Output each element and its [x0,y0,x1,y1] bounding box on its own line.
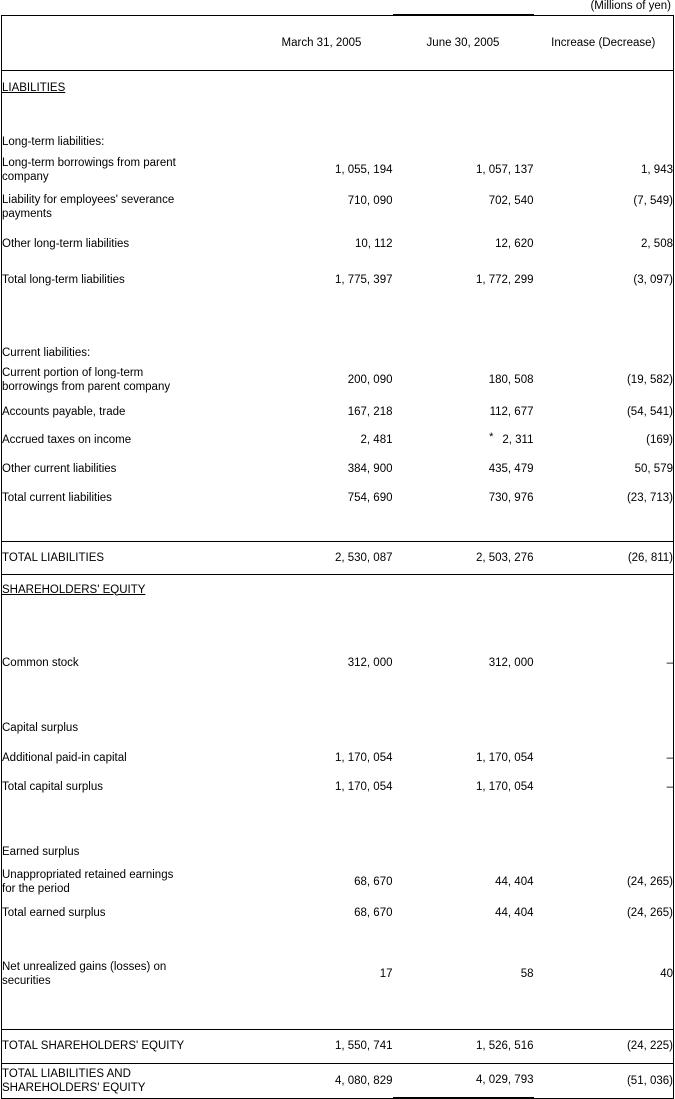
row-label-accounts-payable: Accounts payable, trade [2,405,126,418]
value-increase: 40 [660,967,673,980]
equity-heading: SHAREHOLDERS' EQUITY [2,574,251,615]
value-june: 44, 404 [495,906,534,919]
row-label-total-lt: Total long-term liabilities [2,273,125,286]
value-increase: (7, 549) [633,194,673,207]
spacer-increase [534,615,674,647]
value-june: 2, 503, 276 [393,541,534,574]
spacer-march [251,574,393,615]
row-label-total-capital-surplus: Total capital surplus [2,780,103,793]
spacer-row [2,927,674,955]
spacer-label [2,512,251,542]
value-march: 1, 055, 194 [334,163,393,176]
table-row [2,484,674,512]
row-total-liabilities [2,541,674,574]
label-line-1: Long-term borrowings from parent [2,156,176,169]
row-label-unappropriated [2,865,251,899]
label-line-1: Current portion of long-term [2,366,144,379]
label-line-1: TOTAL LIABILITIES AND [2,1067,131,1080]
value-march: 384, 900 [347,462,393,475]
spacer-increase [534,298,674,336]
spacer-increase [534,679,674,713]
value-june: 4, 029, 793 [393,1063,534,1098]
value-june: 44, 404 [495,875,534,888]
table-header-row [2,15,674,70]
label-line-1: Unappropriated retained earnings [2,868,174,881]
value-increase: (169) [646,433,673,446]
spacer-march [251,615,393,647]
spacer-june [393,615,534,647]
spacer-june [393,839,534,865]
spacer-march [251,119,393,152]
table-row [2,426,674,454]
spacer-increase [534,993,674,1030]
footnote-marker-icon: * [489,430,494,443]
spacer-label [2,993,251,1030]
value-march: 1, 170, 054 [334,751,393,764]
value-june [393,426,534,454]
spacer-march [251,713,393,743]
value-increase: (51, 036) [534,1063,674,1098]
value-june: 180, 508 [488,373,534,386]
spacer-march [251,927,393,955]
value-increase: (24, 225) [534,1029,674,1063]
row-long-term-heading [2,119,674,152]
spacer-increase [534,512,674,542]
row-label-other-current: Other current liabilities [2,462,117,475]
units-caption: (Millions of yen) [590,0,671,12]
value-june: 12, 620 [495,237,534,250]
value-march: 754, 690 [347,491,393,504]
value-increase: (23, 713) [626,491,673,504]
row-label-additional-paid-in: Additional paid-in capital [2,751,127,764]
table-row [2,262,674,298]
spacer-increase [534,336,674,362]
spacer-increase [534,574,674,615]
spacer-row [2,993,674,1030]
value-increase: (54, 541) [626,405,673,418]
table-row [2,773,674,801]
liabilities-heading: LIABILITIES [2,70,251,119]
value-june: 1, 170, 054 [475,751,534,764]
row-earned-surplus-heading [2,839,674,865]
value-june: 312, 000 [488,656,534,669]
value-increase: 50, 579 [634,462,673,475]
value-increase: (3, 097) [633,273,673,286]
spacer-march [251,993,393,1030]
value-march: 1, 550, 741 [251,1029,393,1063]
spacer-row [2,801,674,839]
spacer-june [393,336,534,362]
table-row [2,454,674,484]
row-label-total-equity: TOTAL SHAREHOLDERS' EQUITY [2,1029,251,1063]
spacer-increase [534,713,674,743]
row-label-common-stock: Common stock [2,656,79,669]
value-increase: (24, 265) [626,875,673,888]
header-march: March 31, 2005 [281,36,362,49]
spacer-june [393,679,534,713]
spacer-row [2,615,674,647]
table-row [2,398,674,426]
spacer-june [393,713,534,743]
spacer-march [251,336,393,362]
row-label-severance [2,188,251,226]
spacer-march [251,512,393,542]
long-term-heading: Long-term liabilities: [2,135,105,148]
table-row [2,647,674,679]
table-row [2,362,674,398]
value-march: 2, 481 [360,433,393,446]
row-capital-surplus-heading [2,713,674,743]
spacer-june [393,512,534,542]
row-label-other-lt: Other long-term liabilities [2,237,130,250]
spacer-label [2,298,251,336]
value-increase: 2, 508 [641,237,673,250]
row-total-liabilities-and-equity [2,1063,674,1098]
spacer-march [251,801,393,839]
value-march: 68, 670 [354,875,393,888]
row-label-total-current: Total current liabilities [2,491,112,504]
header-june: June 30, 2005 [393,15,534,70]
row-label-total-liabilities: TOTAL LIABILITIES [2,541,251,574]
row-label-accrued-taxes: Accrued taxes on income [2,433,132,446]
value-march: 10, 112 [354,237,393,250]
spacer-increase [534,119,674,152]
value-increase: 1, 943 [641,163,673,176]
spacer-row [2,298,674,336]
spacer-row [2,512,674,542]
spacer-march [251,839,393,865]
row-total-equity [2,1029,674,1063]
current-heading: Current liabilities: [2,346,91,359]
value-march: 68, 670 [354,906,393,919]
value-june: 1, 057, 137 [475,163,534,176]
value-march: 17 [379,967,393,980]
value-march: 2, 530, 087 [251,541,393,574]
value-increase: (19, 582) [626,373,673,386]
value-increase: – [666,656,673,669]
spacer-increase [534,70,674,119]
row-equity-heading [2,574,674,615]
spacer-june [393,119,534,152]
row-label-lt-borrowings [2,152,251,188]
value-increase: (24, 265) [626,906,673,919]
spacer-june [393,927,534,955]
spacer-march [251,679,393,713]
table-row [2,188,674,226]
value-june: 1, 526, 516 [393,1029,534,1063]
table-row [2,955,674,993]
spacer-march [251,298,393,336]
row-label-current-portion [2,362,251,398]
spacer-june [393,70,534,119]
label-line-2: borrowings from parent company [2,380,171,393]
spacer-label [2,801,251,839]
value-june: 58 [520,967,534,980]
row-label-total-liab-equity [2,1063,251,1098]
value-june: 1, 170, 054 [475,780,534,793]
table-row [2,152,674,188]
header-label-cell [2,15,251,70]
capital-surplus-heading: Capital surplus [2,721,79,734]
row-current-heading [2,336,674,362]
value-june: 730, 976 [488,491,534,504]
value-increase: (26, 811) [534,541,674,574]
table-row [2,226,674,262]
spacer-increase [534,839,674,865]
earned-surplus-heading: Earned surplus [2,845,80,858]
spacer-label [2,615,251,647]
spacer-row [2,679,674,713]
label-line-2: securities [2,974,51,987]
label-line-1: Net unrealized gains (losses) on [2,960,167,973]
table-row [2,899,674,927]
spacer-june [393,993,534,1030]
value-june-number: 2, 311 [502,433,534,446]
spacer-increase [534,927,674,955]
header-increase: Increase (Decrease) [551,36,656,49]
value-june: 1, 772, 299 [475,273,534,286]
spacer-march [251,70,393,119]
spacer-june [393,801,534,839]
value-increase: – [666,780,673,793]
spacer-june [393,298,534,336]
table-row [2,743,674,773]
value-march: 312, 000 [347,656,393,669]
label-line-2: payments [2,207,52,220]
label-line-2: SHAREHOLDERS' EQUITY [2,1081,146,1094]
balance-sheet-table [1,14,674,1099]
label-line-1: Liability for employees' severance [2,193,175,206]
table-row [2,865,674,899]
spacer-label [2,679,251,713]
value-june: 435, 479 [488,462,534,475]
value-march: 200, 090 [347,373,393,386]
value-march: 4, 080, 829 [251,1063,393,1098]
row-liabilities-heading [2,70,674,119]
label-line-2: for the period [2,882,70,895]
label-line-2: company [2,170,49,183]
value-march: 1, 170, 054 [334,780,393,793]
spacer-increase [534,801,674,839]
spacer-label [2,927,251,955]
spacer-june [393,574,534,615]
value-march: 710, 090 [347,194,393,207]
row-label-net-unrealized [2,955,251,993]
value-june: 112, 677 [489,405,534,418]
row-label-total-earned-surplus: Total earned surplus [2,906,106,919]
value-march: 1, 775, 397 [334,273,393,286]
value-march: 167, 218 [347,405,393,418]
value-increase: – [666,751,673,764]
value-june: 702, 540 [488,194,534,207]
